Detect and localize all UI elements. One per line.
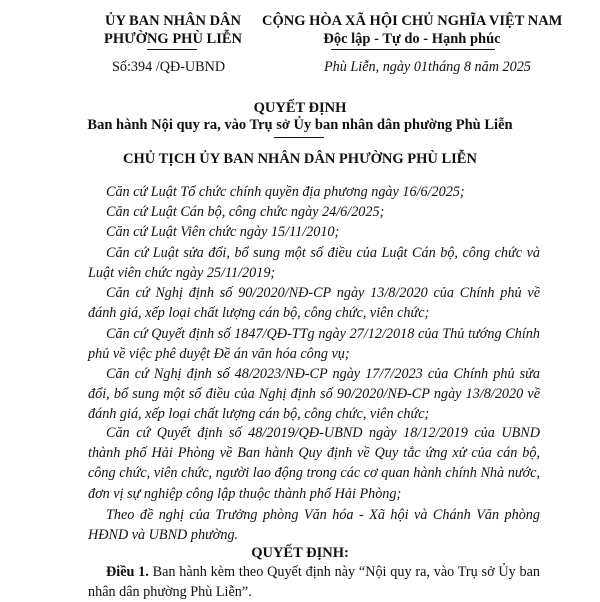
proposal-basis: Theo đề nghị của Trưởng phòng Văn hóa - Xã hội và Chánh Văn phòng HĐND và UBND phường.	[88, 507, 540, 544]
document-subtitle: Ban hành Nội quy ra, vào Trụ sở Ủy ban nhân dân phường Phù Liễn	[87, 117, 513, 133]
document-number: Số:394 /QĐ-UBND	[112, 59, 226, 75]
national-motto: Độc lập - Tự do - Hạnh phúc	[323, 31, 501, 47]
legal-basis-5: Căn cứ Nghị định số 90/2020/NĐ-CP ngày 13/8/2020 của Chính phủ về đánh giá, xếp loại chất lượng cán bộ, công chức, viên chức;	[88, 285, 540, 322]
agency-underline	[147, 49, 197, 50]
legal-basis-1: Căn cứ Luật Tổ chức chính quyền địa phương ngày 16/6/2025;	[106, 184, 465, 200]
agency-name: ỦY BAN NHÂN DÂN	[104, 13, 241, 29]
decision-heading: QUYẾT ĐỊNH:	[251, 545, 349, 561]
article-1-text: Ban hành kèm theo Quyết định này “Nội quy ra, vào Trụ sở Ủy ban nhân dân phường Phù Liễn”.	[88, 564, 541, 600]
legal-basis-6: Căn cứ Quyết định số 1847/QĐ-TTg ngày 27/12/2018 của Thủ tướng Chính phủ về việc phê duyệt Đề án văn hóa công vụ;	[88, 326, 540, 363]
ward-name: PHƯỜNG PHÙ LIỄN	[103, 31, 243, 47]
subtitle-underline	[274, 137, 324, 138]
legal-basis-8: Căn cứ Quyết định số 48/2019/QĐ-UBND ngày 18/12/2019 của UBND thành phố Hải Phòng về Ban hành Quy định về Quy tắc ứng xử của cán bộ, công chức, viên chức, người lao động trong các cơ quan hành chính Nhà nước, đơn vị sự nghiệp công lập thuộc thành phố Hải Phòng;	[88, 425, 540, 502]
legal-basis-4: Căn cứ Luật sửa đổi, bổ sung một số điều của Luật Cán bộ, công chức và Luật viên chức ngày 25/11/2019;	[88, 245, 540, 282]
document-type-heading: QUYẾT ĐỊNH	[253, 100, 347, 116]
motto-underline	[331, 49, 495, 50]
article-1	[88, 562, 540, 602]
issuing-authority: CHỦ TỊCH ỦY BAN NHÂN DÂN PHƯỜNG PHÙ LIỄN	[123, 151, 477, 167]
national-title: CỘNG HÒA XÃ HỘI CHỦ NGHĨA VIỆT NAM	[262, 13, 563, 29]
legal-basis-7: Căn cứ Nghị định số 48/2023/NĐ-CP ngày 17/7/2023 của Chính phủ sửa đổi, bổ sung một số điều của Nghị định số 90/2020/NĐ-CP ngày 13/8/2020 về đánh giá, xếp loại chất lượng cán bộ, công chức, viên chức;	[88, 366, 540, 423]
legal-basis-2: Căn cứ Luật Cán bộ, công chức ngày 24/6/2025;	[106, 204, 385, 220]
article-1-label: Điều 1.	[106, 564, 149, 580]
legal-basis-3: Căn cứ Luật Viên chức ngày 15/11/2010;	[106, 224, 340, 240]
place-date: Phù Liễn, ngày 01tháng 8 năm 2025	[324, 59, 531, 75]
